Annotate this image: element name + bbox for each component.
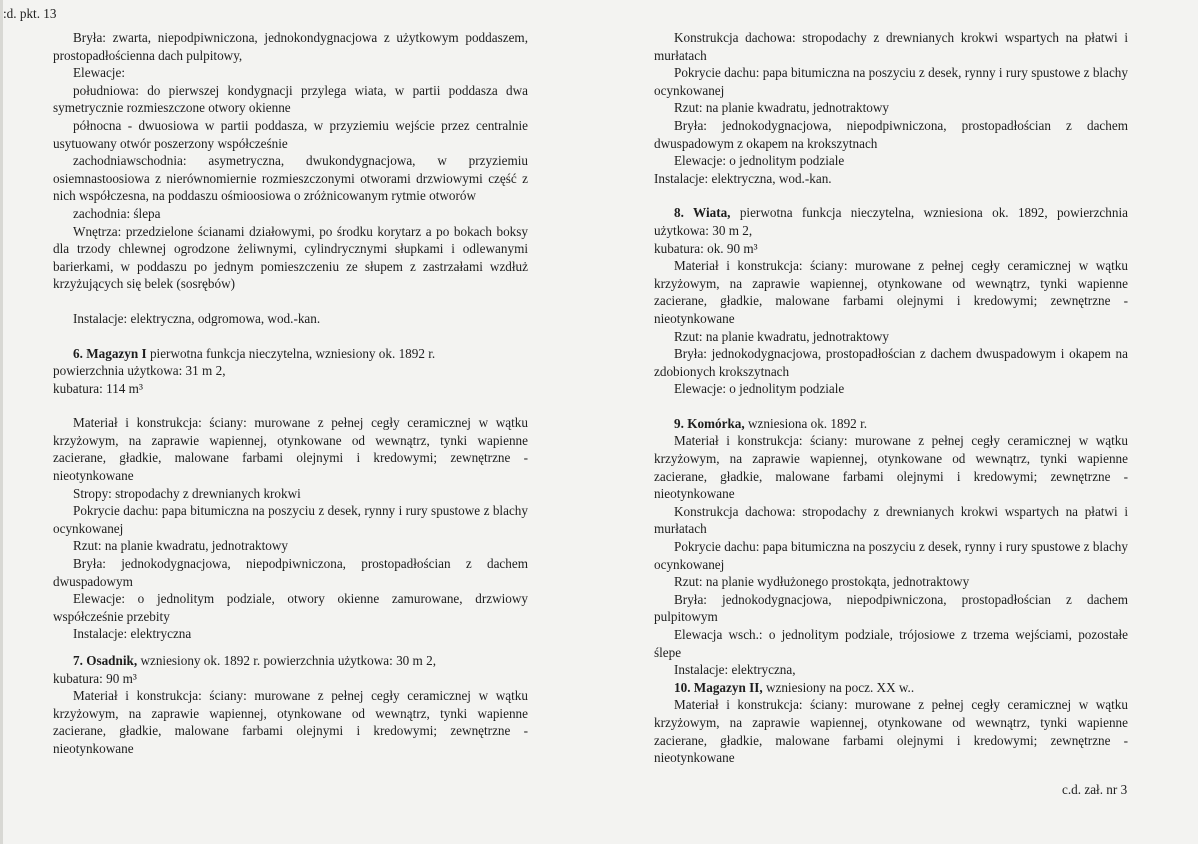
section-8-intro: pierwotna funkcja nieczytelna, wzniesiona ok. 1892, powierzchnia użytkowa: 30 m 2,: [654, 205, 1128, 238]
paragraph-elewacja-polnocna: północna - dwuosiowa w partii poddasza, w przyziemiu wejście przez centralnie usytuowany otwór poszerzony współcześnie: [53, 117, 528, 151]
section-8-elevation: Elewacje: o jednolitym podziale: [674, 381, 845, 397]
section-9-title: 9. Komórka,: [674, 415, 745, 431]
section-7-volume: kubatura: 90 m³: [53, 670, 137, 686]
section-9-material: Materiał i konstrukcja: ściany: murowane z pełnej cegły ceramicznej w wątku krzyżowym, na zaprawie wapiennej, otynkowane od wewnątrz, tynki wapienne zacierane, gładkie, malowane farbami olejnymi i kredowymi; zewnętrzne - nieotynkowane: [654, 433, 1128, 502]
section-6-title: 6. Magazyn I: [73, 345, 147, 361]
paragraph-bryla: Bryła: zwarta, niepodpiwniczona, jednokondygnacjowa z użytkowym poddaszem, prostopadłościenna dach pulpitowy,: [53, 30, 528, 63]
section-6-installations: Instalacje: elektryczna: [73, 626, 192, 642]
section-6-material: Materiał i konstrukcja: ściany: murowane z pełnej cegły ceramicznej w wątku krzyżowym, na zaprawie wapiennej, otynkowane od wewnątrz, tynki wapienne zacierane, gładkie, malowane farbami olejnymi i kredowymi; zewnętrzne - nieotynkowane: [53, 415, 528, 484]
section-10-heading: [654, 679, 1128, 697]
section-7-material: Materiał i konstrukcja: ściany: murowane z pełnej cegły ceramicznej w wątku krzyżowym, na zaprawie wapiennej, otynkowane od wewnątrz, tynki wapienne zacierane, gładkie, malowane farbami olejnymi i kredowymi; zewnętrzne - nieotynkowane: [53, 688, 528, 756]
paragraph-wnetrza: Wnętrza: przedzielone ścianami działowymi, po środku korytarz a po bokach boksy dla trzody chlewnej ogrodzone żeliwnymi, cylindrycznymi słupkami i odlewanymi barierkami, w poddaszu po jednym pomieszczeniu ze słupem z zastrzałami wzdłuż krzyżujących się belek (sosrębów): [53, 223, 528, 292]
section-6-volume: kubatura: 114 m³: [53, 380, 143, 396]
section-7-heading: [53, 652, 528, 670]
section-6-body: Bryła: jednokodygnacjowa, niepodpiwniczona, prostopadłościan z dachem dwuspadowym: [53, 556, 528, 589]
paragraph-elewacja-wschodnia: zachodniawschodnia: asymetryczna, dwukondygnacjowa, w przyziemiu osiemnastoosiowa z nierównomiernie rozmieszczonymi otworami drzwiowymi część z nich współczesna, na poddaszu ośmioosiowa o zróżnicowanym rytmie otworów: [53, 153, 528, 204]
section-9-plan: Rzut: na planie wydłużonego prostokąta, jednotraktowy: [674, 574, 970, 590]
paragraph-rzut: Rzut: na planie kwadratu, jednotraktowy: [674, 100, 889, 116]
page-ref: :d. pkt. 13: [3, 6, 57, 21]
paragraph-pokrycie: Pokrycie dachu: papa bitumiczna na poszyciu z desek, rynny i rury spustowe z blachy ocynkowanej: [654, 65, 1128, 98]
section-9-elevation: Elewacja wsch.: o jednolitym podziale, trójosiowe z trzema wejściami, pozostałe ślepe: [654, 627, 1128, 660]
section-10-material: Materiał i konstrukcja: ściany: murowane z pełnej cegły ceramicznej w wątku krzyżowym, na zaprawie wapiennej, otynkowane od wewnątrz, tynki wapienne zacierane, gładkie, malowane farbami olejnymi i kredowymi; zewnętrzne - nieotynkowane: [654, 697, 1128, 766]
right-column: [654, 29, 1128, 767]
section-7-title: 7. Osadnik,: [73, 653, 138, 668]
section-6-plan: Rzut: na planie kwadratu, jednotraktowy: [73, 538, 288, 554]
paragraph-instalacje: Instalacje: elektryczna, wod.-kan.: [654, 170, 832, 186]
section-8-title: 8. Wiata,: [674, 205, 731, 221]
section-6-roof: Pokrycie dachu: papa bitumiczna na poszyciu z desek, rynny i rury spustowe z blachy ocynkowanej: [53, 503, 528, 536]
paragraph-elewacja-zachodnia: zachodnia: ślepa: [73, 205, 161, 221]
section-6-stropy: Stropy: stropodachy z drewnianych krokwi: [73, 485, 301, 501]
section-10-intro: wzniesiony na pocz. XX w..: [762, 679, 915, 695]
section-9-installations: Instalacje: elektryczna,: [674, 662, 796, 678]
section-9-intro: wzniesiona ok. 1892 r.: [744, 415, 868, 431]
section-8-volume: kubatura: ok. 90 m³: [654, 240, 758, 256]
paragraph-elewacje-heading: Elewacje:: [73, 65, 125, 81]
section-8-body: Bryła: jednokodygnacjowa, prostopadłościan z dachem dwuspadowym i okapem na zdobionych krokszytnach: [654, 346, 1128, 379]
section-6-intro: pierwotna funkcja nieczytelna, wzniesiony ok. 1892 r.: [146, 345, 436, 361]
section-6-area: powierzchnia użytkowa: 31 m 2,: [53, 363, 226, 379]
paragraph-bryla: Bryła: jednokodygnacjowa, niepodpiwniczona, prostopadłościan z dachem dwuspadowym z okapem na krokszytnach: [654, 117, 1128, 151]
section-8-plan: Rzut: na planie kwadratu, jednotraktowy: [674, 328, 889, 344]
paragraph-instalacje: Instalacje: elektryczna, odgromowa, wod.-kan.: [73, 310, 321, 326]
section-8-heading: [654, 204, 1128, 239]
scan-edge: [0, 0, 3, 844]
paragraph-konstrukcja-dachowa: Konstrukcja dachowa: stropodachy z drewnianych krokwi wspartych na płatwi i murłatach: [654, 30, 1128, 63]
section-7-intro: wzniesiony ok. 1892 r. powierzchnia użytkowa: 30 m 2,: [137, 653, 436, 668]
section-8-material: Materiał i konstrukcja: ściany: murowane z pełnej cegły ceramicznej w wątku krzyżowym, na zaprawie wapiennej, otynkowane od wewnątrz, tynki wapienne zacierane, gładkie, malowane farbami olejnymi i kredowymi; zewnętrzne - nieotynkowane: [654, 258, 1128, 326]
section-10-title: 10. Magazyn II,: [674, 679, 763, 695]
section-6-heading: [53, 345, 528, 363]
paragraph-elewacje: Elewacje: o jednolitym podziale: [674, 153, 845, 169]
section-9-body: Bryła: jednokodygnacjowa, niepodpiwniczona, prostopadłościan z dachem pulpitowym: [654, 591, 1128, 625]
section-9-heading: [654, 415, 1128, 433]
section-9-roof-construction: Konstrukcja dachowa: stropodachy z drewnianych krokwi wspartych na płatwi i murłatach: [654, 503, 1128, 537]
section-6-elevation: Elewacje: o jednolitym podziale, otwory okienne zamurowane, drzwiowy współcześnie przebity: [53, 591, 528, 624]
left-column: [53, 29, 528, 758]
section-9-roof: Pokrycie dachu: papa bitumiczna na poszyciu z desek, rynny i rury spustowe z blachy ocynkowanej: [654, 539, 1128, 572]
paragraph-elewacja-poludniowa: południowa: do pierwszej kondygnacji przylega wiata, w partii poddasza dwa symetrycznie rozmieszczone otwory okienne: [53, 82, 528, 116]
footer-ref: c.d. zał. nr 3: [1062, 782, 1128, 797]
